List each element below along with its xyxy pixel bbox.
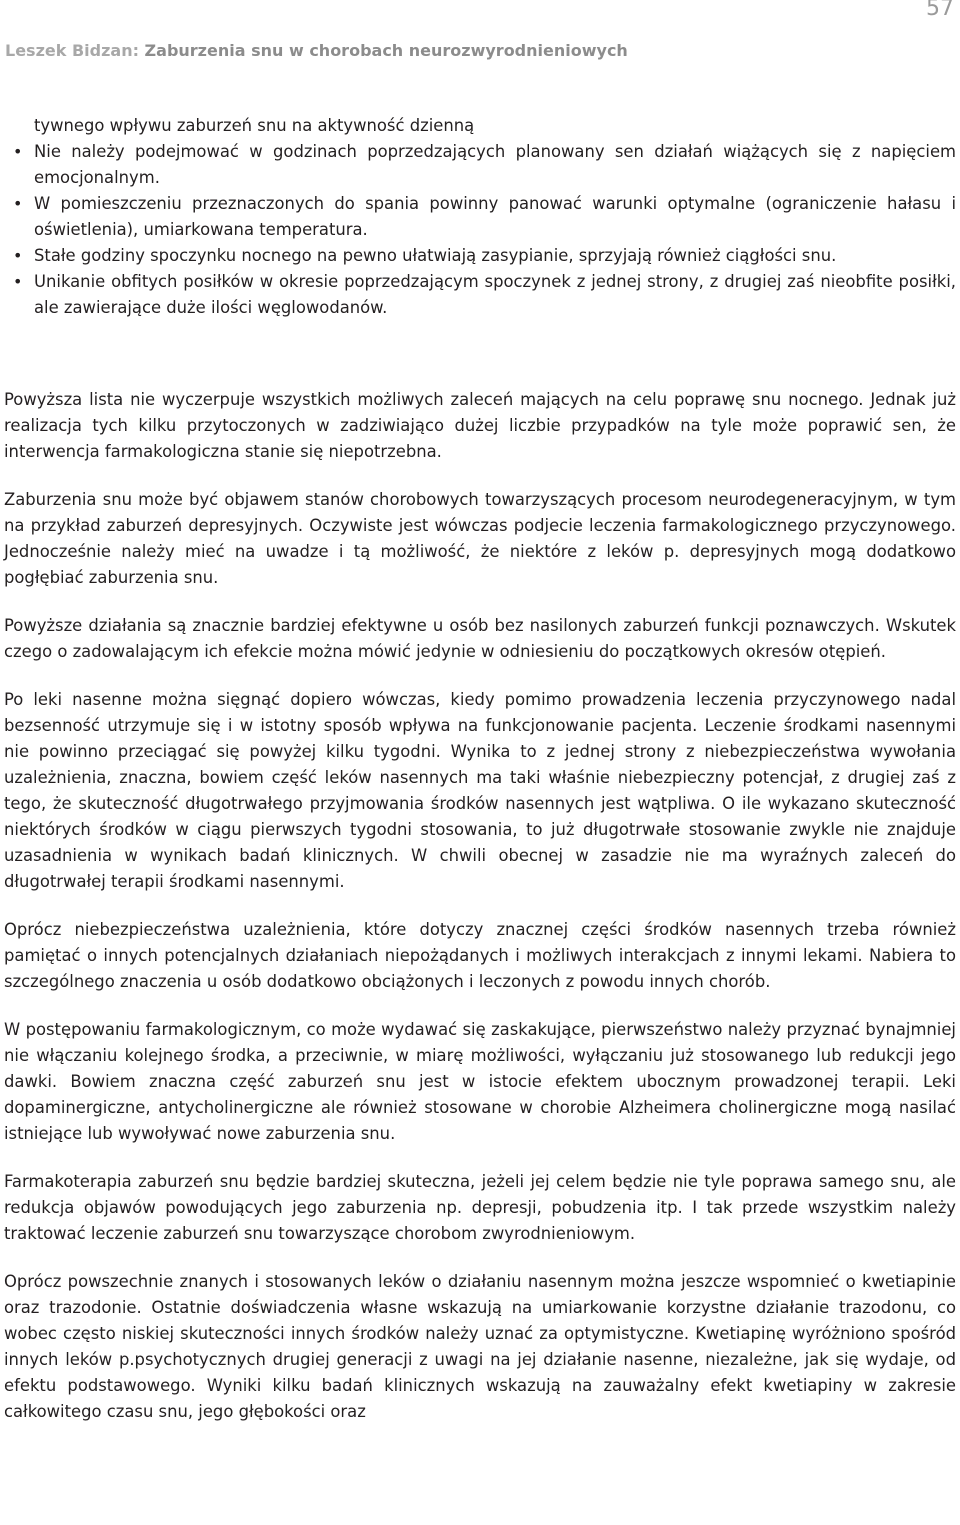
body-paragraph: Farmakoterapia zaburzeń snu będzie bardziej skuteczna, jeżeli jej celem będzie nie tyle poprawa samego snu, ale redukcja objawów powodujących jego zaburzenia np. depresji, pobudzenia itp. I tak przede wszystkim należy traktować leczenie zaburzeń snu towarzyszące chorobom zwyrodnieniowym. [4, 1172, 956, 1243]
body-paragraph: Oprócz powszechnie znanych i stosowanych leków o działaniu nasennym można jeszcze wspomnieć o kwetiapinie oraz trazodonie. Ostatnie doświadczenia własne wskazują na umiarkowanie korzystne działanie trazodonu, co wobec często niskiej skuteczności innych środków należy uznać za optymistyczne. Kwetiapinę wyróżniono spośród innych leków p.psychotycznych drugiej generacji z uwagi na jej działanie nasenne, niezależne, jak się wydaje, od efektu podstawowego. Wyniki kilku badań klinicznych wskazują na zauważalny efekt kwetiapiny w zakresie całkowitego czasu snu, jego głębokości oraz [4, 1272, 956, 1421]
body-paragraph: W postępowaniu farmakologicznym, co może wydawać się zaskakujące, pierwszeństwo należy przyznać bynajmniej nie włączaniu kolejnego środka, a przeciwnie, w miarę możliwości, wyłączaniu już stosowanego lub redukcji jego dawki. Bowiem znaczna część zaburzeń snu jest w istocie efektem ubocznym prowadzonej terapii. Leki dopaminergiczne, antycholinergiczne ale również stosowane w chorobie Alzheimera cholinergiczne mogą nasilać istniejące lub wywoływać nowe zaburzenia snu. [4, 1020, 956, 1143]
list-item [4, 191, 956, 243]
bullet-icon: • [13, 246, 23, 265]
list-item-continuation: tywnego wpływu zaburzeń snu na aktywność dzienną [34, 116, 475, 135]
bullet-icon: • [13, 194, 23, 213]
page-body [4, 113, 956, 1425]
list-item-text: Unikanie obfitych posiłków w okresie poprzedzającym spoczynek z jednej strony, z drugiej zaś nieobfite posiłki, ale zawierające duże ilości węglowodanów. [34, 272, 956, 317]
list-item [4, 269, 956, 321]
body-paragraph: Powyższe działania są znacznie bardziej efektywne u osób bez nasilonych zaburzeń funkcji poznawczych. Wskutek czego o zadowalającym ich efekcie można mówić jedynie w odniesieniu do początkowych okresów otępień. [4, 616, 956, 661]
recommendation-list [4, 113, 956, 321]
list-item [4, 243, 956, 269]
header-title: Zaburzenia snu w chorobach neurozwyrodnieniowych [144, 41, 628, 60]
body-paragraph: Powyższa lista nie wyczerpuje wszystkich możliwych zaleceń mających na celu poprawę snu nocnego. Jednak już realizacja tych kilku przytoczonych w zadziwiająco dużej liczbie przypadków na tyle może poprawić sen, że interwencja farmakologiczna stanie się niepotrzebna. [4, 390, 956, 461]
running-header [5, 41, 628, 60]
header-author: Leszek Bidzan: [5, 41, 145, 60]
page-number: 57 [926, 0, 954, 21]
body-paragraph: Po leki nasenne można sięgnąć dopiero wówczas, kiedy pomimo prowadzenia leczenia przyczynowego nadal bezsenność utrzymuje się i w istotny sposób wpływa na funkcjonowanie pacjenta. Leczenie środkami nasennymi nie powinno przeciągać się powyżej kilku tygodni. Wynika to z jednej strony z niebezpieczeństwa wywołania uzależnienia, znaczna, bowiem część leków nasennych ma taki właśnie niebezpieczny potencjał, z drugiej zaś z tego, że skuteczność długotrwałego przyjmowania środków nasennych jest wątpliwa. O ile wykazano skuteczność niektórych środków w ciągu pierwszych tygodni stosowania, to już długotrwałe stosowanie zwykle nie znajduje uzasadnienia w wynikach badań klinicznych. W chwili obecnej w zasadzie nie ma wyraźnych zaleceń do długotrwałej terapii środkami nasennymi. [4, 690, 956, 891]
list-item-text: Stałe godziny spoczynku nocnego na pewno ułatwiają zasypianie, sprzyjają również ciągłości snu. [34, 246, 837, 265]
list-item [4, 139, 956, 191]
body-paragraph: Oprócz niebezpieczeństwa uzależnienia, które dotyczy znacznej części środków nasennych trzeba również pamiętać o innych potencjalnych działaniach niepożądanych i możliwych interakcjach z innymi lekami. Nabiera to szczególnego znaczenia u osób dodatkowo obciążonych i leczonych z powodu innych chorób. [4, 920, 956, 991]
bullet-icon: • [13, 142, 23, 161]
list-item-text: Nie należy podejmować w godzinach poprzedzających planowany sen działań wiążących się z napięciem emocjonalnym. [34, 142, 956, 187]
list-item-text: W pomieszczeniu przeznaczonych do spania powinny panować warunki optymalne (ograniczenie hałasu i oświetlenia), umiarkowana temperatura. [34, 194, 956, 239]
bullet-icon: • [13, 272, 23, 291]
body-paragraph: Zaburzenia snu może być objawem stanów chorobowych towarzyszących procesom neurodegeneracyjnym, w tym na przykład zaburzeń depresyjnych. Oczywiste jest wówczas podjecie leczenia farmakologicznego przyczynowego. Jednocześnie należy mieć na uwadze i tą możliwość, że niektóre z leków p. depresyjnych mogą dodatkowo pogłębiać zaburzenia snu. [4, 490, 956, 587]
